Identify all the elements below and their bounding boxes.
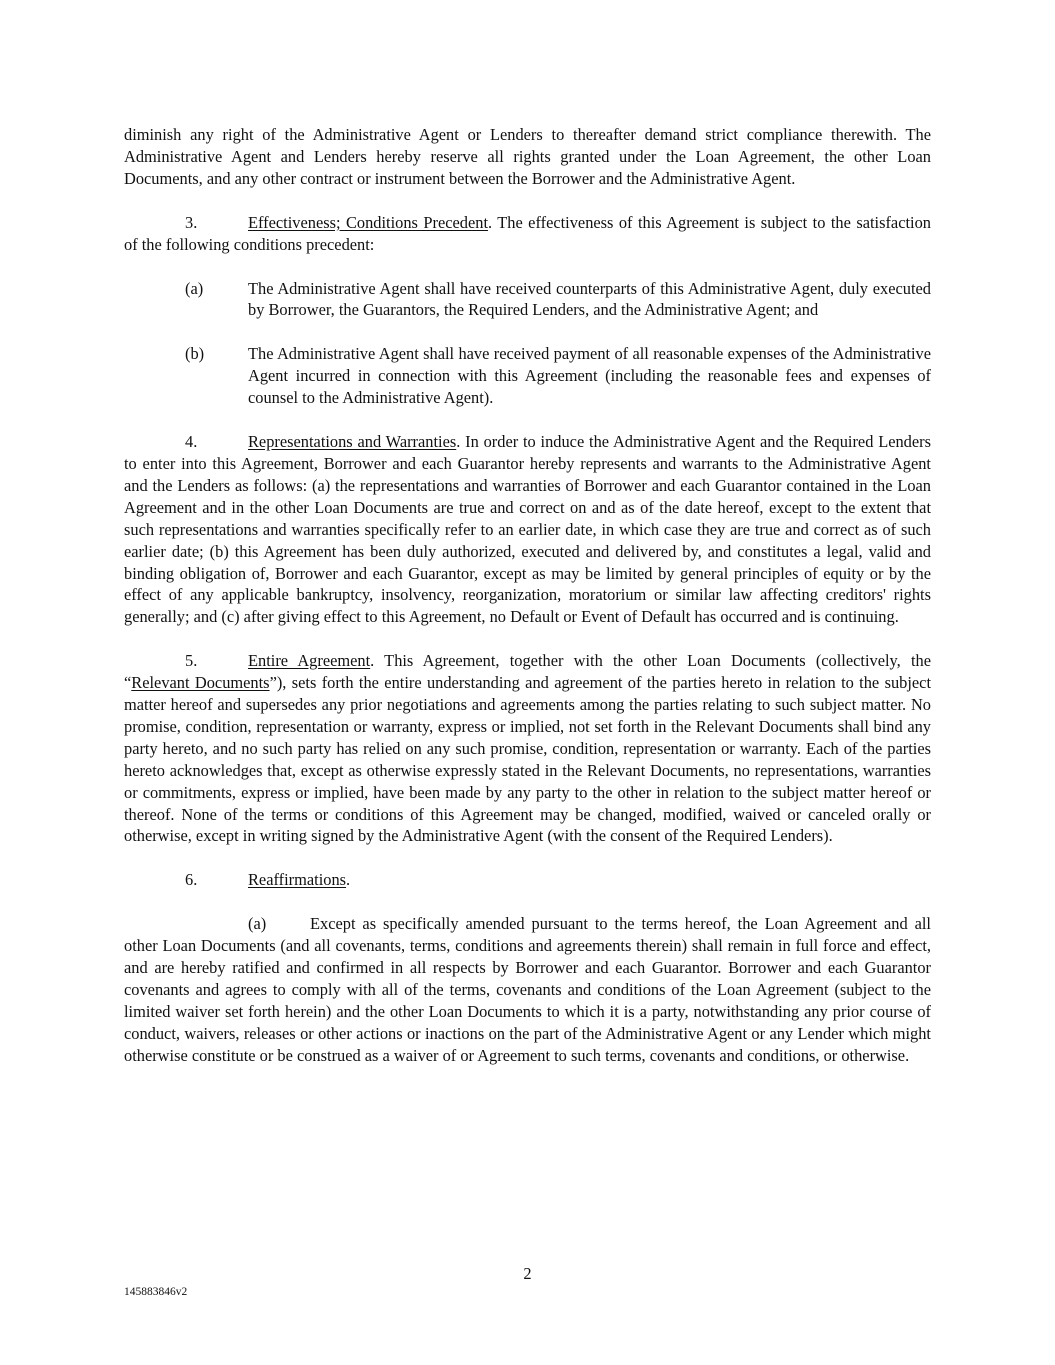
section-4-text: . In order to induce the Administrative Agent and the Required Lenders to enter into this Agreement, Borrower and each Guarantor hereby represents and warrants to the Administrative Agent and the Lenders as follows: (a) the representations and warranties of Borrower and each Guarantor contained in the Loan Agreement and in the other Loan Documents are true and correct on and as of the date hereof, except to the extent that such representations and warranties specifically refer to an earlier date, in which case they are true and correct as of such earlier date; (b) this Agreement has been duly authorized, executed and delivered by, and constitutes a legal, valid and binding obligation of, Borrower and each Guarantor, except as may be limited by general principles of equity or by the effect of any applicable bankruptcy, insolvency, reorganization, moratorium or similar law affecting creditors' rights generally; and (c) after giving effect to this Agreement, no Default or Event of Default has occurred and is continuing. (124, 432, 931, 627)
document-page (124, 124, 931, 1089)
page-number: 2 (523, 1264, 532, 1283)
intro-paragraph: diminish any right of the Administrative Agent or Lenders to thereafter demand strict compliance therewith. The Administrative Agent and Lenders hereby reserve all rights granted under the Loan Agreement, the other Loan Documents, and any other contract or instrument between the Borrower and the Administrative Agent. (124, 125, 931, 188)
section-6a-text: Except as specifically amended pursuant to the terms hereof, the Loan Agreement and all other Loan Documents (and all covenants, terms, conditions and agreements therein) shall remain in full force and effect, and are hereby ratified and confirmed in all respects by Borrower and each Guarantor. Borrower and each Guarantor covenants and agrees to comply with all of the terms, covenants and conditions of the Loan Agreement (subject to the limited waiver set forth herein) and the other Loan Documents to which it is a party, notwithstanding any prior course of conduct, waivers, releases or other actions or inactions on the part of the Administrative Agent or any Lender which might otherwise constitute or be construed as a waiver of or Agreement to such terms, covenants and conditions, or otherwise. (124, 914, 931, 1065)
section-3-paragraph (124, 212, 931, 256)
section-4-number: 4. (185, 432, 198, 452)
condition-b-label: (b) (185, 344, 205, 364)
section-5-text-a: . This Agreement, together with the other Loan Documents (collectively, the “ (124, 651, 931, 693)
section-6-title: Reaffirmations (248, 870, 347, 890)
condition-b-text: The Administrative Agent shall have received payment of all reasonable expenses of the Administrative Agent incurred in connection with this Agreement (including the reasonable fees and expenses of counsel to the Administrative Agent). (248, 344, 931, 408)
document-id: 145883846v2 (124, 1286, 188, 1298)
condition-a-label: (a) (185, 278, 204, 298)
section-4-title: Representations and Warranties (248, 432, 457, 452)
section-6a-label: (a) (248, 914, 267, 934)
section-5-title: Entire Agreement (248, 651, 371, 671)
section-5-paragraph (124, 650, 931, 847)
section-5-number: 5. (185, 651, 198, 671)
defined-term-relevant-documents: Relevant Documents (131, 673, 270, 693)
condition-b (124, 343, 931, 409)
section-3-number: 3. (185, 212, 198, 232)
section-3-text: . The effectiveness of this Agreement is subject to the satisfaction of the following conditions precedent: (124, 212, 931, 254)
condition-a (124, 278, 931, 322)
section-4-paragraph (124, 431, 931, 628)
section-3-title: Effectiveness; Conditions Precedent (248, 212, 488, 232)
section-6-number: 6. (185, 870, 198, 890)
section-6-heading (124, 869, 931, 891)
section-6a-paragraph (124, 913, 931, 1066)
section-6-period: . (346, 870, 351, 890)
condition-a-text: The Administrative Agent shall have received counterparts of this Administrative Agent, duly executed by Borrower, the Guarantors, the Required Lenders, and the Administrative Agent; and (248, 278, 931, 320)
section-5-text-b: ”), sets forth the entire understanding and agreement of the parties hereto in relation to the subject matter hereof and supersedes any prior negotiations and agreements among the parties relating to such subject matter. No promise, condition, representation or warranty, express or implied, not set forth in the Relevant Documents shall bind any party hereto, and no such party has relied on any such promise, condition, representation or warranty. Each of the parties hereto acknowledges that, except as otherwise expressly stated in the Relevant Documents, no representations, warranties or commitments, express or implied, have been made by any party to the other in relation to the subject matter hereof or thereof. None of the terms or conditions of this Agreement may be changed, modified, waived or canceled orally or otherwise, except in writing signed by the Administrative Agent (with the consent of the Required Lenders). (124, 673, 931, 846)
